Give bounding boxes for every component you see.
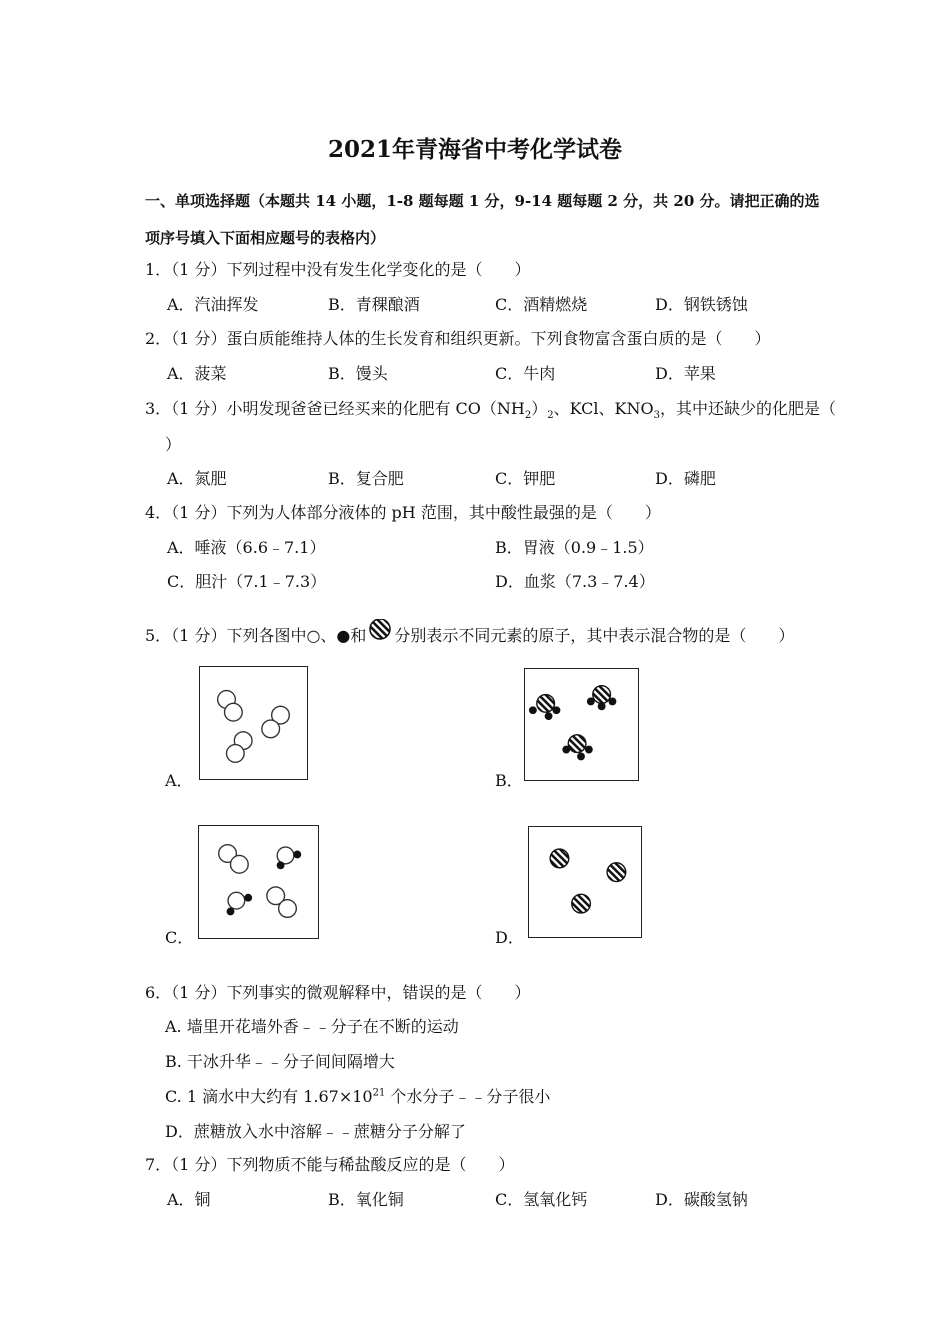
q1-option-d: D．钢铁锈蚀 — [655, 295, 748, 314]
q2-option-b: B．馒头 — [328, 364, 388, 383]
question-3-stem: 3．（1 分）小明发现爸爸已经买来的化肥有 $CO(NH_2)_2$、KCl、$KNO_3$，其中还缺少的化肥是（ — [145, 399, 836, 422]
page-title: 2021年青海省中考化学试卷 — [327, 136, 622, 163]
q4-option-c: C．胆汁（7.1﹣7.3） — [167, 572, 327, 591]
q7-option-a: A．铜 — [167, 1190, 211, 1209]
q3-option-c: C．钾肥 — [495, 469, 556, 488]
q4-option-d: D．血浆（7.3﹣7.4） — [495, 572, 655, 591]
question-3-stem-cont: ） — [165, 435, 182, 454]
section-heading-line2: 项序号填入下面相应题号的表格内） — [145, 229, 386, 247]
q2-option-a: A．菠菜 — [167, 364, 227, 383]
hatched-atom-icon — [368, 619, 392, 643]
diagram-b-label: B． — [495, 771, 523, 790]
diagram-c-label: C． — [165, 928, 194, 947]
q7-option-d: D．碳酸氢钠 — [655, 1190, 748, 1209]
q2-option-d: D．苹果 — [655, 364, 716, 383]
q1-option-c: C．酒精燃烧 — [495, 295, 588, 314]
q3-option-d: D．磷肥 — [655, 469, 716, 488]
question-5-stem: 5．（1 分）下列各图中○、●和 分别表示不同元素的原子，其中表示混合物的是（ ） — [145, 619, 794, 646]
diagram-a-label: A． — [165, 771, 193, 790]
q1-option-b: B．青稞酿酒 — [328, 295, 420, 314]
question-1-stem: 1．（1 分）下列过程中没有发生化学变化的是（ ） — [145, 260, 531, 279]
diagram-c-box — [198, 825, 319, 939]
question-7-stem: 7．（1 分）下列物质不能与稀盐酸反应的是（ ） — [145, 1155, 515, 1174]
diagram-d-box — [528, 826, 642, 938]
q6-option-d: D．蔗糖放入水中溶解﹣﹣蔗糖分子分解了 — [165, 1122, 466, 1141]
question-6-stem: 6．（1 分）下列事实的微观解释中，错误的是（ ） — [145, 983, 531, 1002]
q6-option-c: C. 1 滴水中大约有 $1.67\times 10^{21}$ 个水分子﹣﹣分子很小 — [165, 1087, 551, 1106]
q2-option-c: C．牛肉 — [495, 364, 556, 383]
section-heading-line1: 一、单项选择题（本题共 14 小题，1-8 题每题 1 分，9-14 题每题 2 分，共 20 分。请把正确的选 — [145, 192, 820, 210]
q6-option-b: B. 干冰升华﹣﹣分子间间隔增大 — [165, 1052, 395, 1071]
q4-option-a: A．唾液（6.6﹣7.1） — [167, 538, 326, 557]
diagram-a-box — [199, 666, 308, 780]
q1-option-a: A．汽油挥发 — [167, 295, 259, 314]
q7-option-b: B．氧化铜 — [328, 1190, 404, 1209]
question-4-stem: 4．（1 分）下列为人体部分液体的 pH 范围，其中酸性最强的是（ ） — [145, 503, 661, 522]
q6-option-a: A. 墙里开花墙外香﹣﹣分子在不断的运动 — [165, 1017, 459, 1036]
question-2-stem: 2．（1 分）蛋白质能维持人体的生长发育和组织更新。下列食物富含蛋白质的是（ ） — [145, 329, 771, 348]
q7-option-c: C．氢氧化钙 — [495, 1190, 588, 1209]
q4-option-b: B．胃液（0.9﹣1.5） — [495, 538, 654, 557]
diagram-b-box — [524, 668, 639, 781]
diagram-d-label: D． — [495, 928, 524, 947]
q3-option-a: A．氮肥 — [167, 469, 227, 488]
q3-option-b: B．复合肥 — [328, 469, 404, 488]
